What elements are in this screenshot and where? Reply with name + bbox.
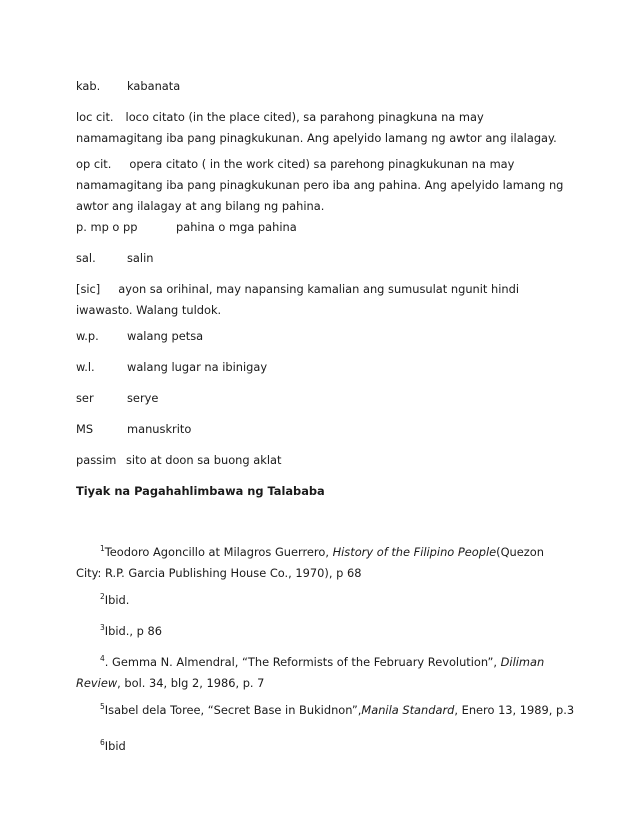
abbrev-term: passim (76, 453, 117, 467)
abbrev-definition: walang petsa (127, 329, 204, 343)
abbrev-ms (76, 422, 192, 436)
footnote-3 (100, 624, 162, 638)
abbrev-ser (76, 391, 159, 405)
abbrev-definition: salin (127, 251, 154, 265)
footnote-text: Ibid., p 86 (104, 624, 162, 638)
abbrev-term: w.p. (76, 329, 99, 343)
abbrev-definition: serye (127, 391, 159, 405)
footnote-number: 6 (100, 738, 105, 747)
footnote-text: Isabel dela Toree, “Secret Base in Bukidnon”, (104, 703, 362, 717)
abbrev-loc-cit (76, 107, 566, 149)
abbrev-definition: manuskrito (127, 422, 192, 436)
abbrev-term: kab. (76, 79, 101, 93)
abbrev-definition: sito at doon sa buong aklat (126, 453, 282, 467)
footnote-text: , Enero 13, 1989, p.3 (454, 703, 575, 717)
footnote-text: Teodoro Agoncillo at Milagros Guerrero, (104, 545, 333, 559)
section-heading: Tiyak na Pagahahlimbawa ng Talababa (76, 484, 325, 498)
abbrev-definition: pahina o mga pahina (176, 220, 297, 234)
abbrev-term: w.l. (76, 360, 95, 374)
footnote-title: Manila Standard (361, 703, 455, 717)
abbrev-term: op cit. (76, 157, 112, 171)
footnote-number: 2 (100, 592, 105, 601)
abbrev-passim (76, 453, 282, 467)
abbrev-op-cit (76, 154, 566, 217)
abbrev-definition: kabanata (127, 79, 181, 93)
footnote-number: 5 (100, 702, 105, 711)
footnote-number: 1 (100, 544, 105, 553)
abbrev-definition: ayon sa orihinal, may napansing kamalian ang sumusulat ngunit hindi iwawasto. Walang tuldok. (76, 282, 520, 317)
footnote-5 (100, 703, 574, 717)
abbrev-wl (76, 360, 268, 374)
footnote-number: 3 (100, 623, 105, 632)
abbrev-definition: loco citato (in the place cited), sa parahong pinagkuna na may namamagitang iba pang pinagkukunan. Ang apelyido lamang ng awtor ang ilalagay. (76, 110, 557, 145)
abbrev-definition: walang lugar na ibinigay (127, 360, 268, 374)
footnote-number: 4 (100, 654, 105, 663)
footnote-6 (100, 739, 126, 753)
abbrev-term: p. mp o pp (76, 220, 138, 234)
abbrev-term: MS (76, 422, 94, 436)
abbrev-term: sal. (76, 251, 96, 265)
footnote-text: Ibid (104, 739, 126, 753)
abbrev-term: loc cit. (76, 110, 114, 124)
abbrev-p-mp-pp (76, 220, 297, 234)
footnote-text: . Gemma N. Almendral, “The Reformists of the February Revolution”, (104, 655, 501, 669)
footnote-text: Ibid. (104, 593, 130, 607)
abbrev-sic (76, 279, 566, 321)
footnote-1 (76, 542, 566, 584)
footnote-title: Diliman Review (76, 655, 545, 690)
abbrev-term: ser (76, 391, 94, 405)
footnote-4 (76, 652, 566, 694)
abbrev-term: [sic] (76, 282, 101, 296)
abbrev-definition: opera citato ( in the work cited) sa parehong pinagkukunan na may namamagitang iba pang pinagkukunan pero iba ang pahina. Ang apelyido lamang ng awtor ang ilalagay at ang bilang ng pahina. (76, 157, 564, 213)
abbrev-sal (76, 251, 154, 265)
abbrev-kab (76, 79, 181, 93)
footnote-text: , bol. 34, blg 2, 1986, p. 7 (117, 676, 265, 690)
footnote-text: (Quezon City: R.P. Garcia Publishing House Co., 1970), p 68 (76, 545, 544, 580)
footnote-2 (100, 593, 129, 607)
footnote-title: History of the Filipino People (332, 545, 497, 559)
abbrev-wp (76, 329, 204, 343)
